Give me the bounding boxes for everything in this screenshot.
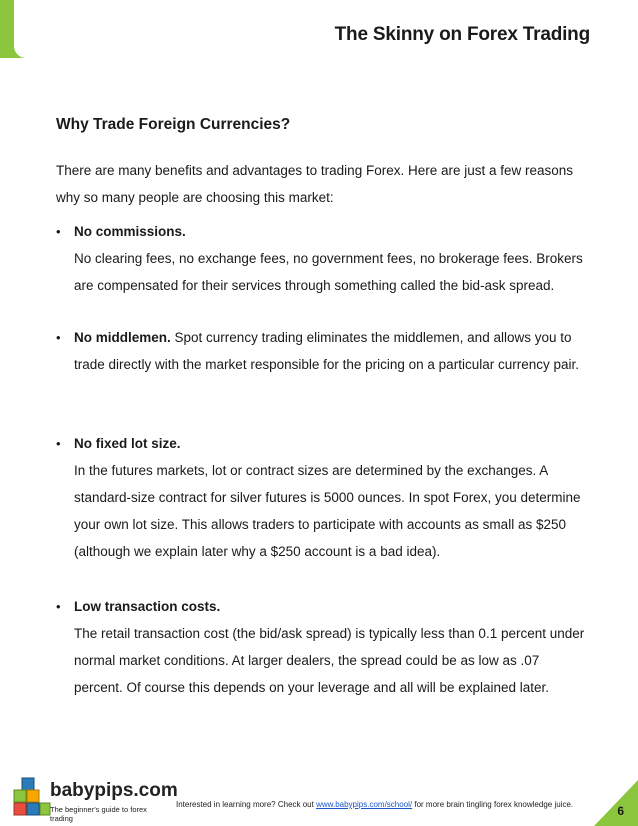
- bullet-icon: •: [56, 599, 61, 614]
- bullet-text: The retail transaction cost (the bid/ask spread) is typically less than 0.1 percent under normal market conditions. At larger dealers, the spread could be as low as .07 percent. Of course this depends on your leverage and all will be explained later.: [74, 626, 585, 695]
- bullet-text: No clearing fees, no exchange fees, no government fees, no brokerage fees. Brokers are compensated for their services through something called the bid-ask spread.: [74, 251, 583, 293]
- footer-note-prefix: Interested in learning more? Check out: [176, 800, 314, 809]
- bullet-icon: •: [56, 436, 61, 451]
- section-title: Why Trade Foreign Currencies?: [56, 116, 291, 133]
- bullet-icon: •: [56, 330, 61, 345]
- footer-note-suffix: for more brain tingling forex knowledge juice.: [414, 800, 574, 809]
- bullet-term: No fixed lot size.: [74, 436, 181, 451]
- list-item: [56, 430, 586, 565]
- school-link[interactable]: www.babypips.com/school/: [316, 800, 413, 809]
- brand-tagline: The beginner's guide to forex trading: [50, 805, 147, 823]
- brand-logo: [10, 776, 178, 823]
- brand-name: babypips.com: [50, 780, 178, 801]
- bullet-icon: •: [56, 224, 61, 239]
- bullet-text: Spot currency trading eliminates the middlemen, and allows you to trade directly with the market responsible for the pricing on a particular currency pair.: [74, 330, 579, 372]
- bullet-text: In the futures markets, lot or contract sizes are determined by the exchanges. A standard-size contract for silver futures is 5000 ounces. In spot Forex, you determine your own lot size. This allows traders to participate with accounts as small as $250 (although we explain later why a $250 account is a bad idea).: [74, 463, 581, 559]
- list-item: [56, 218, 586, 299]
- document-title: The Skinny on Forex Trading: [334, 24, 590, 45]
- list-item: [56, 593, 586, 701]
- header-panel: [14, 0, 638, 58]
- list-item: [56, 324, 586, 378]
- bullet-term: No commissions.: [74, 224, 186, 239]
- page-number: 6: [617, 804, 624, 818]
- bullet-term: Low transaction costs.: [74, 599, 221, 614]
- corner-tab-icon: [594, 780, 638, 826]
- bullet-term: No middlemen.: [74, 330, 171, 345]
- header-bar: [0, 0, 638, 58]
- footer-note: [176, 800, 573, 809]
- intro-paragraph: There are many benefits and advantages to trading Forex. Here are just a few reasons why so many people are choosing this market:: [56, 163, 574, 205]
